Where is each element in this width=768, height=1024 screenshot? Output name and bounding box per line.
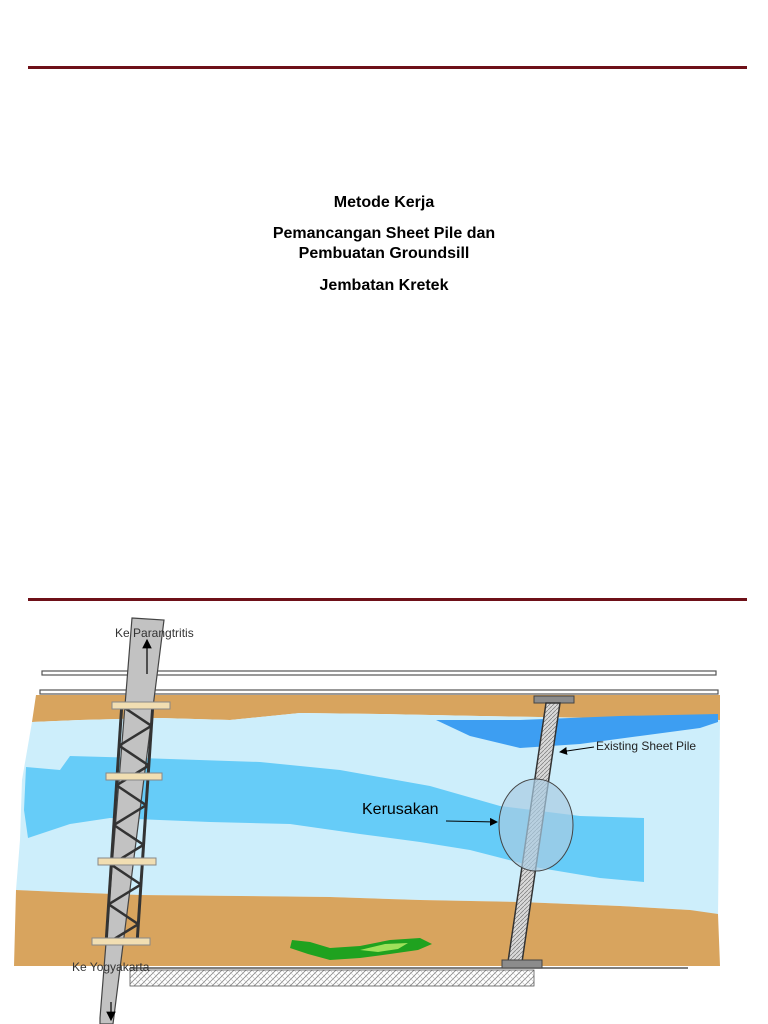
title-line-4: Jembatan Kretek — [319, 277, 449, 294]
top-divider — [28, 66, 747, 69]
label-ke-parangtritis: Ke Parangtritis — [115, 626, 194, 640]
title-block — [0, 193, 768, 296]
title-line-2: Pemancangan Sheet Pile dan — [272, 225, 496, 242]
title-line-1: Metode Kerja — [333, 194, 435, 211]
cross-beam-1 — [112, 702, 170, 709]
cross-beam-2 — [106, 773, 162, 780]
cross-beam-4 — [92, 938, 150, 945]
damage-zone-ellipse — [499, 779, 573, 871]
groundsill-base — [130, 970, 534, 986]
cross-beam-3 — [98, 858, 156, 865]
river-site-plan-diagram — [0, 610, 768, 1024]
title-line-3: Pembuatan Groundsill — [298, 245, 470, 262]
middle-divider — [28, 598, 747, 601]
label-kerusakan: Kerusakan — [362, 801, 439, 818]
label-ke-yogyakarta: Ke Yogyakarta — [72, 960, 150, 974]
label-existing-sheet-pile: Existing Sheet Pile — [596, 739, 697, 753]
